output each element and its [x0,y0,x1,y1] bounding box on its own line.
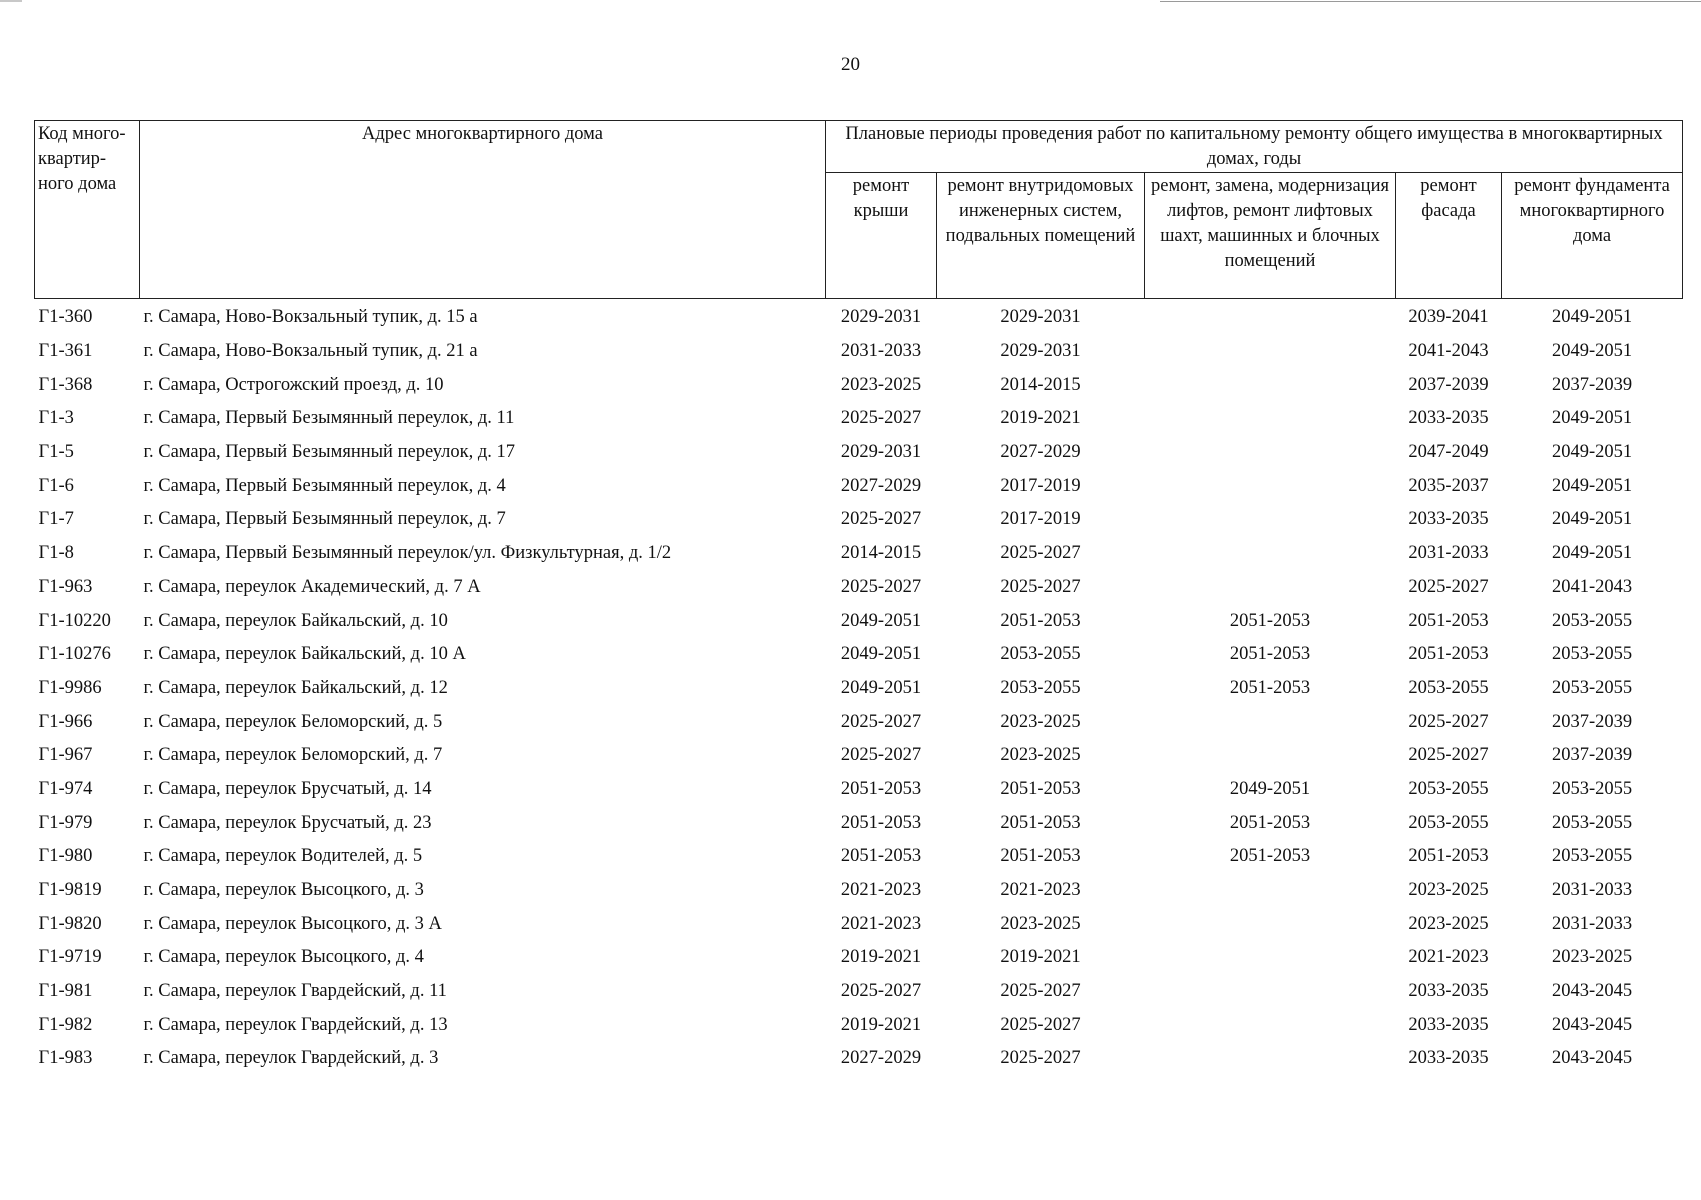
cell-code: Г1-983 [38,1048,93,1069]
cell-roof: 2029-2031 [840,442,922,463]
table-row [35,975,1683,1009]
cell-elevators [1145,907,1396,941]
cell-code: Г1-361 [38,341,93,362]
cell-facade: 2051-2053 [1408,644,1489,665]
cell-systems: 2051-2053 [1000,610,1081,631]
table-row [35,907,1683,941]
cell-address: г. Самара, переулок Брусчатый, д. 14 [143,778,432,799]
cell-address: г. Самара, переулок Гвардейский, д. 3 [143,1048,439,1069]
cell-address: г. Самара, Первый Безымянный переулок, д. 4 [143,475,506,496]
cell-elevators: 2049-2051 [1229,778,1311,799]
cell-foundation: 2053-2055 [1551,677,1633,698]
cell-elevators: 2051-2053 [1229,846,1311,867]
table-row [35,299,1683,335]
table-row [35,1008,1683,1042]
cell-foundation: 2053-2055 [1551,644,1633,665]
cell-systems: 2025-2027 [1000,543,1081,564]
cell-elevators [1145,537,1396,571]
cell-address: г. Самара, переулок Высоцкого, д. 3 [143,880,424,901]
cell-roof: 2021-2023 [840,880,922,901]
cell-facade: 2051-2053 [1408,846,1489,867]
table-row [35,537,1683,571]
cell-systems: 2014-2015 [1000,374,1081,395]
cell-code: Г1-10276 [38,644,111,665]
cell-code: Г1-10220 [38,610,111,631]
cell-systems: 2051-2053 [1000,812,1081,833]
cell-elevators [1145,299,1396,335]
cell-code: Г1-9820 [38,913,102,934]
table-row [35,436,1683,470]
cell-facade: 2047-2049 [1408,442,1489,463]
cell-address: г. Самара, переулок Высоцкого, д. 3 А [143,913,442,934]
cell-code: Г1-982 [38,1014,93,1035]
cell-code: Г1-3 [38,408,74,429]
cell-systems: 2051-2053 [1000,778,1081,799]
cell-address: г. Самара, переулок Академический, д. 7 А [143,576,481,597]
table-row [35,773,1683,807]
cell-systems: 2053-2055 [1000,677,1081,698]
cell-foundation: 2049-2051 [1551,341,1633,362]
cell-roof: 2025-2027 [840,711,922,732]
cell-roof: 2031-2033 [840,341,922,362]
table-row [35,840,1683,874]
cell-address: г. Самара, переулок Водителей, д. 5 [143,846,423,867]
cell-systems: 2025-2027 [1000,1048,1081,1069]
cell-code: Г1-8 [38,543,74,564]
cell-facade: 2053-2055 [1408,677,1489,698]
cell-address: г. Самара, Первый Безымянный переулок, д. 7 [143,509,506,530]
cell-address: г. Самара, переулок Байкальский, д. 10 А [143,644,466,665]
cell-roof: 2027-2029 [840,1048,922,1069]
cell-elevators [1145,436,1396,470]
cell-facade: 2025-2027 [1408,745,1489,766]
cell-systems: 2051-2053 [1000,846,1081,867]
cell-foundation: 2023-2025 [1551,947,1633,968]
cell-foundation: 2053-2055 [1551,778,1633,799]
header-periods-group: Плановые периоды проведения работ по капитальному ремонту общего имущества в многоквартирных домах, годы [826,121,1683,173]
cell-roof: 2019-2021 [840,1014,922,1035]
cell-systems: 2027-2029 [1000,442,1081,463]
cell-elevators: 2051-2053 [1229,677,1311,698]
cell-facade: 2039-2041 [1408,307,1489,328]
cell-facade: 2031-2033 [1408,543,1489,564]
cell-foundation: 2053-2055 [1551,812,1633,833]
table-row [35,806,1683,840]
cell-code: Г1-9986 [38,677,102,698]
cell-systems: 2025-2027 [1000,1014,1081,1035]
cell-roof: 2049-2051 [840,610,922,631]
cell-facade: 2033-2035 [1408,1048,1489,1069]
cell-foundation: 2053-2055 [1551,846,1633,867]
cell-address: г. Самара, переулок Байкальский, д. 10 [143,610,448,631]
cell-roof: 2049-2051 [840,677,922,698]
cell-foundation: 2043-2045 [1551,1014,1633,1035]
cell-roof: 2051-2053 [840,778,922,799]
cell-systems: 2019-2021 [1000,408,1081,429]
cell-roof: 2027-2029 [840,475,922,496]
cell-facade: 2021-2023 [1408,947,1489,968]
cell-elevators [1145,1042,1396,1076]
cell-elevators [1145,335,1396,369]
cell-code: Г1-980 [38,846,93,867]
cell-address: г. Самара, Острогожский проезд, д. 10 [143,374,444,395]
cell-elevators [1145,705,1396,739]
header-facade: ремонт фасада [1396,173,1502,299]
cell-systems: 2025-2027 [1000,981,1081,1002]
cell-facade: 2053-2055 [1408,778,1489,799]
cell-systems: 2023-2025 [1000,711,1081,732]
cell-code: Г1-963 [38,576,93,597]
cell-address: г. Самара, переулок Высоцкого, д. 4 [143,947,424,968]
cell-roof: 2025-2027 [840,745,922,766]
table-row [35,638,1683,672]
cell-facade: 2041-2043 [1408,341,1489,362]
cell-roof: 2029-2031 [840,307,922,328]
cell-roof: 2021-2023 [840,913,922,934]
cell-address: г. Самара, переулок Гвардейский, д. 11 [143,981,447,1002]
table-header [35,121,1683,299]
cell-code: Г1-979 [38,812,93,833]
cell-facade: 2023-2025 [1408,913,1489,934]
cell-code: Г1-368 [38,374,93,395]
cell-elevators [1145,1008,1396,1042]
cell-code: Г1-974 [38,778,93,799]
cell-foundation: 2053-2055 [1551,610,1633,631]
cell-elevators [1145,368,1396,402]
cell-foundation: 2031-2033 [1551,913,1633,934]
cell-roof: 2049-2051 [840,644,922,665]
table-body [35,299,1683,1076]
cell-elevators [1145,739,1396,773]
cell-address: г. Самара, Первый Безымянный переулок, д. 17 [143,442,516,463]
cell-address: г. Самара, Первый Безымянный переулок/ул. Физкультурная, д. 1/2 [143,543,672,564]
cell-elevators [1145,975,1396,1009]
cell-systems: 2017-2019 [1000,509,1081,530]
table-row [35,941,1683,975]
cell-address: г. Самара, Ново-Вокзальный тупик, д. 15 а [143,307,478,328]
header-roof: ремонт крыши [826,173,937,299]
cell-systems: 2029-2031 [1000,341,1081,362]
cell-address: г. Самара, переулок Беломорский, д. 7 [143,745,443,766]
scan-line-top [1160,1,1701,2]
table-row [35,705,1683,739]
table-row [35,335,1683,369]
table-row [35,503,1683,537]
cell-foundation: 2049-2051 [1551,307,1633,328]
cell-facade: 2033-2035 [1408,981,1489,1002]
cell-foundation: 2031-2033 [1551,880,1633,901]
header-address: Адрес многоквартирного дома [140,121,826,299]
cell-code: Г1-9819 [38,880,102,901]
cell-systems: 2019-2021 [1000,947,1081,968]
cell-elevators: 2051-2053 [1229,812,1311,833]
page-number: 20 [841,54,860,75]
cell-address: г. Самара, переулок Байкальский, д. 12 [143,677,448,698]
cell-foundation: 2049-2051 [1551,543,1633,564]
cell-facade: 2025-2027 [1408,711,1489,732]
cell-facade: 2025-2027 [1408,576,1489,597]
cell-elevators [1145,402,1396,436]
cell-systems: 2053-2055 [1000,644,1081,665]
table-row [35,1042,1683,1076]
cell-elevators [1145,941,1396,975]
cell-roof: 2051-2053 [840,846,922,867]
cell-address: г. Самара, переулок Брусчатый, д. 23 [143,812,432,833]
cell-code: Г1-5 [38,442,74,463]
cell-address: г. Самара, переулок Гвардейский, д. 13 [143,1014,448,1035]
header-foundation: ремонт фундамента многоквартирного дома [1502,173,1683,299]
cell-code: Г1-967 [38,745,93,766]
cell-facade: 2037-2039 [1408,374,1489,395]
cell-foundation: 2049-2051 [1551,509,1633,530]
cell-elevators [1145,874,1396,908]
cell-roof: 2019-2021 [840,947,922,968]
header-elevators: ремонт, замена, модернизация лифтов, ремонт лифтовых шахт, машинных и блочных помещений [1145,173,1396,299]
table-row [35,469,1683,503]
cell-facade: 2053-2055 [1408,812,1489,833]
table-row [35,739,1683,773]
capital-repair-schedule-table [34,120,1683,1076]
cell-roof: 2025-2027 [840,509,922,530]
header-code: Код много-квартир-ного дома [35,121,140,299]
cell-elevators: 2051-2053 [1229,610,1311,631]
cell-systems: 2023-2025 [1000,745,1081,766]
cell-elevators [1145,503,1396,537]
cell-foundation: 2049-2051 [1551,475,1633,496]
cell-facade: 2023-2025 [1408,880,1489,901]
cell-systems: 2023-2025 [1000,913,1081,934]
cell-address: г. Самара, Ново-Вокзальный тупик, д. 21 а [143,341,478,362]
cell-systems: 2029-2031 [1000,307,1081,328]
cell-code: Г1-6 [38,475,74,496]
cell-code: Г1-360 [38,307,93,328]
cell-facade: 2033-2035 [1408,408,1489,429]
cell-systems: 2017-2019 [1000,475,1081,496]
cell-facade: 2033-2035 [1408,1014,1489,1035]
cell-foundation: 2037-2039 [1551,745,1633,766]
cell-foundation: 2037-2039 [1551,711,1633,732]
cell-elevators: 2051-2053 [1229,644,1311,665]
header-systems: ремонт внутридомовых инженерных систем, подвальных помещений [937,173,1145,299]
cell-roof: 2051-2053 [840,812,922,833]
cell-facade: 2051-2053 [1408,610,1489,631]
table-row [35,874,1683,908]
cell-roof: 2014-2015 [840,543,922,564]
cell-systems: 2025-2027 [1000,576,1081,597]
cell-elevators [1145,469,1396,503]
cell-roof: 2025-2027 [840,576,922,597]
cell-roof: 2025-2027 [840,981,922,1002]
cell-foundation: 2041-2043 [1551,576,1633,597]
cell-code: Г1-966 [38,711,93,732]
cell-address: г. Самара, переулок Беломорский, д. 5 [143,711,443,732]
cell-code: Г1-7 [38,509,74,530]
cell-roof: 2023-2025 [840,374,922,395]
cell-foundation: 2049-2051 [1551,408,1633,429]
table-row [35,402,1683,436]
cell-foundation: 2043-2045 [1551,981,1633,1002]
cell-code: Г1-9719 [38,947,102,968]
cell-elevators [1145,571,1396,605]
table-row [35,368,1683,402]
cell-facade: 2033-2035 [1408,509,1489,530]
cell-foundation: 2043-2045 [1551,1048,1633,1069]
cell-facade: 2035-2037 [1408,475,1489,496]
cell-code: Г1-981 [38,981,93,1002]
table-row [35,604,1683,638]
table-row [35,672,1683,706]
scan-mark-corner [0,0,22,2]
table-row [35,571,1683,605]
cell-systems: 2021-2023 [1000,880,1081,901]
cell-foundation: 2049-2051 [1551,442,1633,463]
cell-address: г. Самара, Первый Безымянный переулок, д. 11 [143,408,515,429]
cell-roof: 2025-2027 [840,408,922,429]
cell-foundation: 2037-2039 [1551,374,1633,395]
